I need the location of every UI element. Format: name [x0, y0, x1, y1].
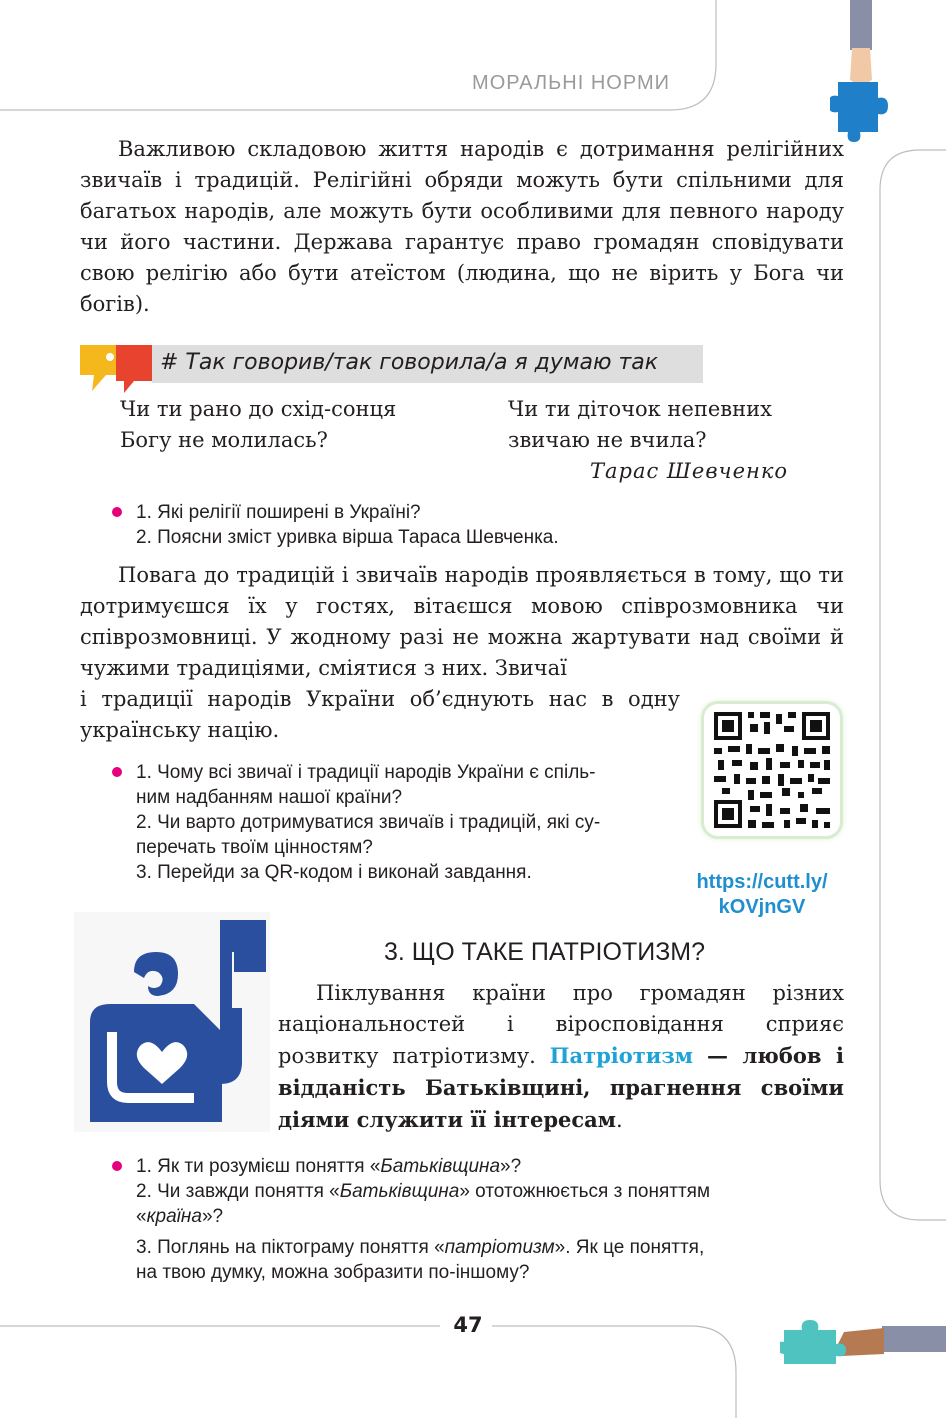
paragraph-religion: [80, 134, 844, 320]
question-item: перечать твоїм цінностям?: [136, 837, 373, 858]
question-item: [136, 1235, 710, 1260]
bullet-icon: [112, 767, 122, 777]
question-text: ». Як це поняття,: [554, 1237, 705, 1258]
term-patriotism: Патріотизм: [549, 1043, 694, 1068]
bullet-icon: [112, 1161, 122, 1171]
patriotism-intro: Піклування країни про громадян різних національностей і віросповідання сприяє розвитку патріотизму.: [278, 981, 844, 1068]
questions-patriotism: [136, 1154, 710, 1285]
qr-link-line: kOVjnGV: [718, 896, 806, 918]
poem-right: [508, 394, 772, 456]
page-number: 47: [453, 1313, 483, 1337]
question-item: 1. Чому всі звичаї і традиції народів України є спіль-: [136, 762, 596, 783]
question-text: » ототожнюється з поняттям: [459, 1181, 711, 1202]
poem-line: Богу не молилась?: [120, 428, 328, 452]
question-item: [136, 1154, 710, 1179]
poem-line: Чи ти діточок непевних: [508, 397, 772, 421]
hand-puzzle-bottom-icon: [780, 1318, 946, 1370]
poem-author: Тарас Шевченко: [590, 459, 789, 483]
chapter-title: МОРАЛЬНІ НОРМИ: [472, 72, 670, 94]
quote-banner: [80, 345, 703, 383]
question-item: 1. Які релігії поширені в Україні?: [136, 502, 421, 523]
question-text: »?: [201, 1206, 224, 1227]
poem-line: звичаю не вчила?: [508, 428, 707, 452]
question-text: «: [136, 1206, 147, 1227]
patriotism-definition: — любов і відданість Батьківщині, прагнення своїми діями служити її інтересам: [278, 1043, 844, 1132]
question-item: 2. Чи варто дотримуватися звичаїв і традицій, які су-: [136, 812, 601, 833]
question-item: [136, 1204, 710, 1229]
question-item: 2. Поясни зміст уривка вірша Тараса Шевченка.: [136, 527, 559, 548]
hand-puzzle-top-icon: [830, 0, 890, 145]
qr-code[interactable]: [704, 704, 840, 836]
question-item: на твою думку, можна зобразити по-іншому?: [136, 1262, 530, 1283]
question-term: Батьківщина: [339, 1181, 460, 1202]
qr-code-icon: [704, 704, 840, 836]
question-item: ним надбанням нашої країни?: [136, 787, 403, 808]
poem-left: [120, 394, 396, 456]
paragraph-respect: [80, 560, 844, 684]
section-title: 3. ЩО ТАКЕ ПАТРІОТИЗМ?: [384, 938, 706, 966]
bullet-icon: [112, 507, 122, 517]
speech-bubbles-icon: [80, 345, 160, 393]
paragraph-respect-end-text: і традиції народів України об’єднують нас в одну українську націю.: [80, 687, 680, 742]
paragraph-respect-text: Повага до традицій і звичаїв народів проявляється в тому, що ти дотримуєшся їх у гостях, вітаєшся мовою співрозмовника чи співрозмовниці. У жодному разі не можна жартувати над своїми й чужими традиціями, сміятися з них. Звичаї: [80, 563, 844, 680]
question-text: »?: [500, 1156, 522, 1177]
question-text: 3. Поглянь на піктограму поняття «: [136, 1237, 445, 1258]
questions-traditions: [136, 760, 600, 885]
period: .: [616, 1108, 623, 1132]
paragraph-respect-end: [80, 684, 680, 746]
question-item: [136, 1179, 710, 1204]
question-item: 3. Перейди за QR-кодом і виконай завдання.: [136, 862, 532, 883]
question-term: Батьківщина: [380, 1156, 501, 1177]
qr-link-line: https://cutt.ly/: [696, 871, 828, 893]
question-term: патріотизм: [444, 1237, 555, 1258]
questions-religion: [136, 500, 559, 550]
question-text: 2. Чи завжди поняття «: [136, 1181, 340, 1202]
poem-line: Чи ти рано до схід-сонця: [120, 397, 397, 421]
question-term: країна: [146, 1206, 202, 1227]
patriotism-pictogram-icon: [74, 912, 270, 1132]
qr-link[interactable]: [672, 870, 852, 920]
paragraph-patriotism: [278, 978, 844, 1136]
quote-title: # Так говорив/так говорила/а я думаю так: [160, 350, 659, 375]
paragraph-religion-text: Важливою складовою життя народів є дотримання релігійних звичаїв і традицій. Релігійні обряди можуть бути спільними для багатьох народів, але можуть бути особливими для певного народу чи його частини. Держава гарантує право громадян сповідувати свою релігію або бути атеїстом (людина, що не вірить у Бога чи богів).: [80, 137, 844, 316]
question-text: 1. Як ти розумієш поняття «: [136, 1156, 381, 1177]
